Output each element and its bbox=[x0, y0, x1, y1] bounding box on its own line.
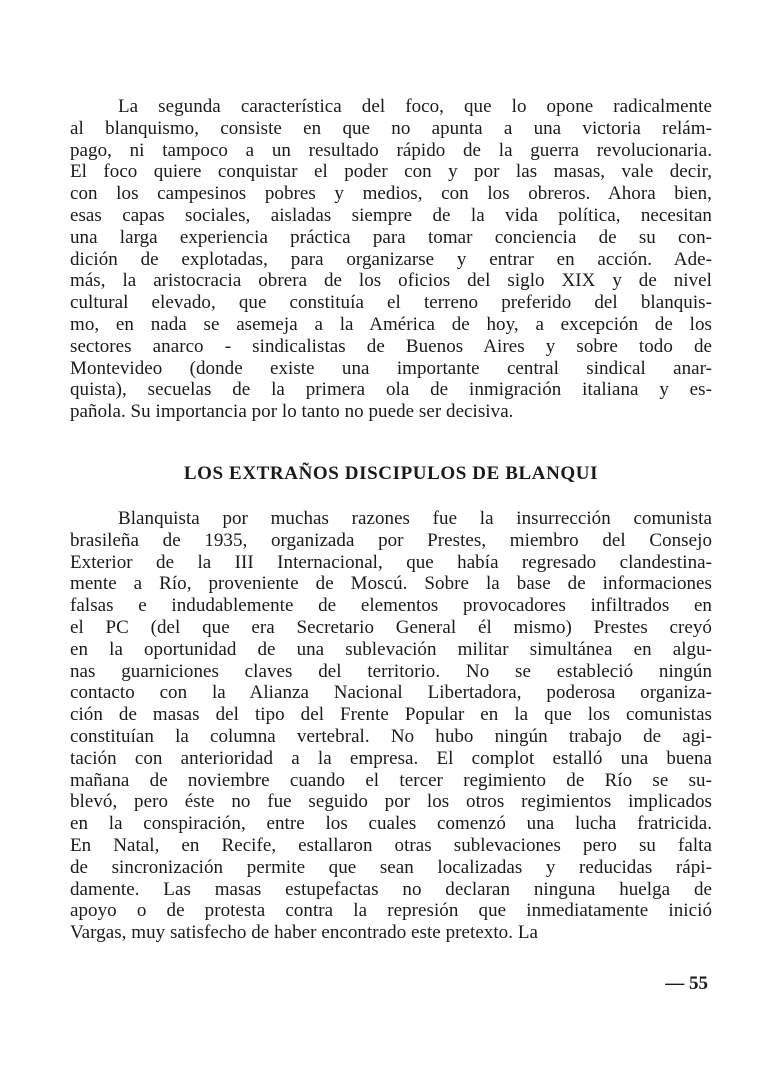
paragraph-1 bbox=[70, 96, 712, 423]
text-line: tación con anterioridad a la empresa. El complot estalló una buena bbox=[70, 747, 712, 769]
page-number: — 55 bbox=[665, 973, 708, 994]
text-line: El foco quiere conquistar el poder con y por las masas, vale decir, bbox=[70, 161, 712, 183]
text-line: dición de explotadas, para organizarse y entrar en acción. Ade- bbox=[70, 248, 712, 270]
text-line: sectores anarco - sindicalistas de Buenos Aires y sobre todo de bbox=[70, 335, 712, 357]
section-heading: LOS EXTRAÑOS DISCIPULOS DE BLANQUI bbox=[183, 462, 599, 484]
text-line: Vargas, muy satisfecho de haber encontrado este pretexto. La bbox=[70, 922, 538, 944]
text-line: con los campesinos pobres y medios, con los obreros. Ahora bien, bbox=[70, 183, 712, 205]
text-line: quista), secuelas de la primera ola de inmigración italiana y es- bbox=[70, 379, 712, 401]
text-line: al blanquismo, consiste en que no apunta a una victoria relám- bbox=[70, 117, 712, 139]
text-line: el PC (del que era Secretario General él mismo) Prestes creyó bbox=[70, 616, 712, 638]
text-line: en la oportunidad de una sublevación militar simultánea en algu- bbox=[70, 638, 712, 660]
text-line: cultural elevado, que constituía el terreno preferido del blanquis- bbox=[70, 292, 712, 314]
text-line: mente a Río, proveniente de Moscú. Sobre la base de informaciones bbox=[70, 573, 712, 595]
text-line: falsas e indudablemente de elementos provocadores infiltrados en bbox=[70, 595, 712, 617]
paragraph-2 bbox=[70, 508, 712, 944]
text-line: Blanquista por muchas razones fue la insurrección comunista bbox=[118, 507, 712, 529]
text-line: Montevideo (donde existe una importante central sindical anar- bbox=[70, 357, 712, 379]
text-line: mañana de noviembre cuando el tercer regimiento de Río se su- bbox=[70, 769, 712, 791]
text-line: pago, ni tampoco a un resultado rápido de la guerra revolucionaria. bbox=[70, 139, 712, 161]
text-line: brasileña de 1935, organizada por Prestes, miembro del Consejo bbox=[70, 529, 712, 551]
text-line: damente. Las masas estupefactas no declaran ninguna huelga de bbox=[70, 878, 712, 900]
text-line: ción de masas del tipo del Frente Popular en la que los comunistas bbox=[70, 704, 712, 726]
text-line: mo, en nada se asemeja a la América de hoy, a excepción de los bbox=[70, 313, 712, 335]
text-line: más, la aristocracia obrera de los oficios del siglo XIX y de nivel bbox=[70, 270, 712, 292]
text-line: constituían la columna vertebral. No hubo ningún trabajo de agi- bbox=[70, 725, 712, 747]
text-line: en la conspiración, entre los cuales comenzó una lucha fratricida. bbox=[70, 813, 712, 835]
text-line: Exterior de la III Internacional, que había regresado clandestina- bbox=[70, 551, 712, 573]
text-line: En Natal, en Recife, estallaron otras sublevaciones pero su falta bbox=[70, 834, 712, 856]
text-line: blevó, pero éste no fue seguido por los otros regimientos implicados bbox=[70, 791, 712, 813]
text-line: esas capas sociales, aisladas siempre de la vida política, necesitan bbox=[70, 204, 712, 226]
text-line: contacto con la Alianza Nacional Libertadora, poderosa organiza- bbox=[70, 682, 712, 704]
text-line: una larga experiencia práctica para tomar conciencia de su con- bbox=[70, 226, 712, 248]
text-line: de sincronización permite que sean localizadas y reducidas rápi- bbox=[70, 856, 712, 878]
text-line: apoyo o de protesta contra la represión que inmediatamente inició bbox=[70, 900, 712, 922]
text-line: pañola. Su importancia por lo tanto no puede ser decisiva. bbox=[70, 401, 514, 423]
text-line: La segunda característica del foco, que lo opone radicalmente bbox=[118, 96, 712, 117]
text-line: nas guarniciones claves del territorio. No se estableció ningún bbox=[70, 660, 712, 682]
page-body bbox=[70, 96, 712, 944]
